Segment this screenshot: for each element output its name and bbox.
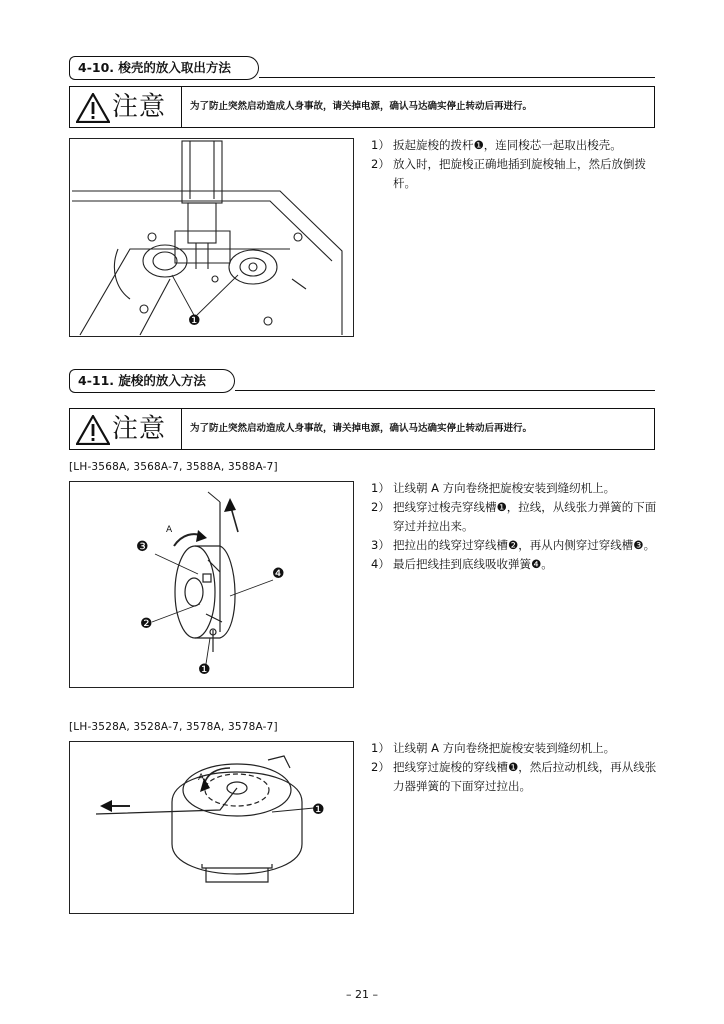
step-text: 把线穿过旋梭的穿线槽❶，然后拉动机线，再从线张力器弹簧的下面穿过拉出。 [393, 760, 657, 793]
steps-4-11-b [371, 739, 661, 796]
callout-1: ❶ [198, 662, 211, 678]
model-label: [LH-3568A, 3568A-7, 3588A, 3588A-7] [69, 461, 278, 473]
caution-word: 注意 [112, 414, 167, 444]
figure-bobbin-case-threading [69, 481, 354, 688]
section-rule [259, 77, 655, 78]
callout-1: ❶ [312, 802, 325, 818]
caution-box [69, 408, 655, 450]
step-item [371, 758, 661, 796]
section-heading-4-11 [69, 369, 221, 393]
callout-2: ❷ [140, 616, 153, 632]
step-number: 2） [371, 500, 390, 514]
caution-word: 注意 [112, 92, 167, 122]
warning-icon [76, 415, 110, 445]
hook-machine-illustration [70, 139, 353, 336]
callout-3: ❸ [136, 539, 149, 555]
step-number: 1） [371, 138, 390, 152]
step-item [371, 739, 661, 758]
step-text: 最后把线挂到底线吸收弹簧❹。 [393, 557, 553, 571]
step-item [371, 555, 661, 574]
section-heading-4-10 [69, 56, 245, 80]
model-label: [LH-3528A, 3528A-7, 3578A, 3578A-7] [69, 721, 278, 733]
step-number: 2） [371, 760, 390, 774]
caution-text: 为了防止突然启动造成人身事故，请关掉电源，确认马达确实停止转动后再进行。 [190, 101, 533, 112]
steps-4-10 [371, 136, 661, 193]
step-number: 3） [371, 538, 390, 552]
section-rule [235, 390, 655, 391]
step-item [371, 136, 661, 155]
rotary-hook-illustration [70, 742, 353, 913]
section-title: 4-10. 梭壳的放入取出方法 [78, 60, 231, 75]
step-number: 2） [371, 157, 390, 171]
caution-sign [70, 409, 182, 449]
step-text: 把线穿过梭壳穿线槽❶，拉线，从线张力弹簧的下面穿过并拉出来。 [393, 500, 657, 533]
step-item [371, 479, 661, 498]
step-number: 1） [371, 741, 390, 755]
step-text: 扳起旋梭的拨杆❶，连同梭芯一起取出梭壳。 [393, 138, 622, 152]
page-number: – 21 – [346, 988, 378, 1001]
step-item [371, 536, 661, 555]
bobbin-case-illustration [70, 482, 353, 687]
callout-1: ❶ [188, 313, 201, 329]
figure-hook-threading [69, 741, 354, 914]
caution-text: 为了防止突然启动造成人身事故，请关掉电源，确认马达确实停止转动后再进行。 [190, 423, 533, 434]
label-a: A [166, 525, 173, 535]
steps-4-11-a [371, 479, 661, 574]
callout-4: ❹ [272, 566, 285, 582]
step-number: 4） [371, 557, 390, 571]
step-text: 让线朝 A 方向卷绕把旋梭安装到缝纫机上。 [393, 481, 616, 495]
figure-hook-removal [69, 138, 354, 337]
caution-box [69, 86, 655, 128]
section-title: 4-11. 旋梭的放入方法 [78, 373, 206, 388]
step-number: 1） [371, 481, 390, 495]
label-a: A [198, 773, 205, 783]
step-text: 放入时，把旋梭正确地插到旋梭轴上，然后放倒拨杆。 [393, 157, 646, 190]
step-text: 把拉出的线穿过穿线槽❷，再从内侧穿过穿线槽❸。 [393, 538, 656, 552]
caution-sign [70, 87, 182, 127]
warning-icon [76, 93, 110, 123]
step-item [371, 498, 661, 536]
step-item [371, 155, 661, 193]
step-text: 让线朝 A 方向卷绕把旋梭安装到缝纫机上。 [393, 741, 616, 755]
